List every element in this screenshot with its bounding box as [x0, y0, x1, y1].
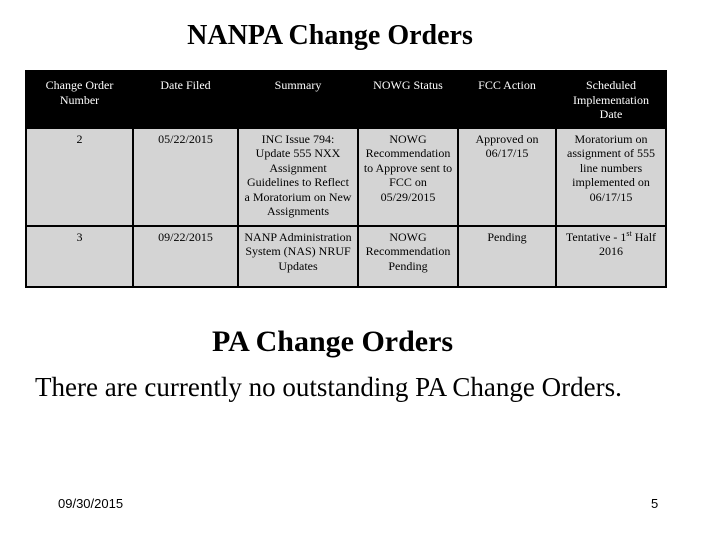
cell-summary: INC Issue 794: Update 555 NXX Assignment Guidelines to Reflect a Moratorium on New Assignments: [238, 128, 358, 226]
change-orders-table: [25, 70, 667, 288]
header-summary: Summary: [238, 71, 358, 128]
header-fcc-action: FCC Action: [458, 71, 556, 128]
implementation-prefix: Tentative - 1: [565, 229, 627, 244]
cell-implementation-date: Moratorium on assignment of 555 line numbers implemented on 06/17/15: [556, 128, 666, 226]
pa-section-text: There are currently no outstanding PA Change Orders.: [35, 372, 622, 402]
cell-change-order-number: 3: [26, 226, 133, 287]
pa-section-title: PA Change Orders: [212, 325, 454, 358]
header-scheduled-implementation-date: Scheduled Implementation Date: [556, 71, 666, 128]
cell-fcc-action: Approved on 06/17/15: [458, 128, 556, 226]
cell-fcc-action: Pending: [458, 226, 556, 287]
footer-date: 09/30/2015: [58, 496, 124, 511]
implementation-superscript: st: [626, 228, 632, 238]
page-title: NANPA Change Orders: [187, 20, 473, 51]
page-number: 5: [651, 496, 659, 511]
cell-implementation-date: [556, 226, 666, 287]
cell-change-order-number: 2: [26, 128, 133, 226]
cell-date-filed: 05/22/2015: [133, 128, 238, 226]
cell-summary: NANP Administration System (NAS) NRUF Updates: [238, 226, 358, 287]
cell-nowg-status: NOWG Recommendation to Approve sent to FCC on 05/29/2015: [358, 128, 458, 226]
implementation-suffix: Half 2016: [599, 229, 657, 258]
cell-date-filed: 09/22/2015: [133, 226, 238, 287]
header-date-filed: Date Filed: [133, 71, 238, 128]
table-row: [26, 128, 666, 226]
table-header-row: [26, 71, 666, 128]
header-change-order-number: Change Order Number: [26, 71, 133, 128]
cell-nowg-status: NOWG Recommendation Pending: [358, 226, 458, 287]
table-row: [26, 226, 666, 287]
header-nowg-status: NOWG Status: [358, 71, 458, 128]
